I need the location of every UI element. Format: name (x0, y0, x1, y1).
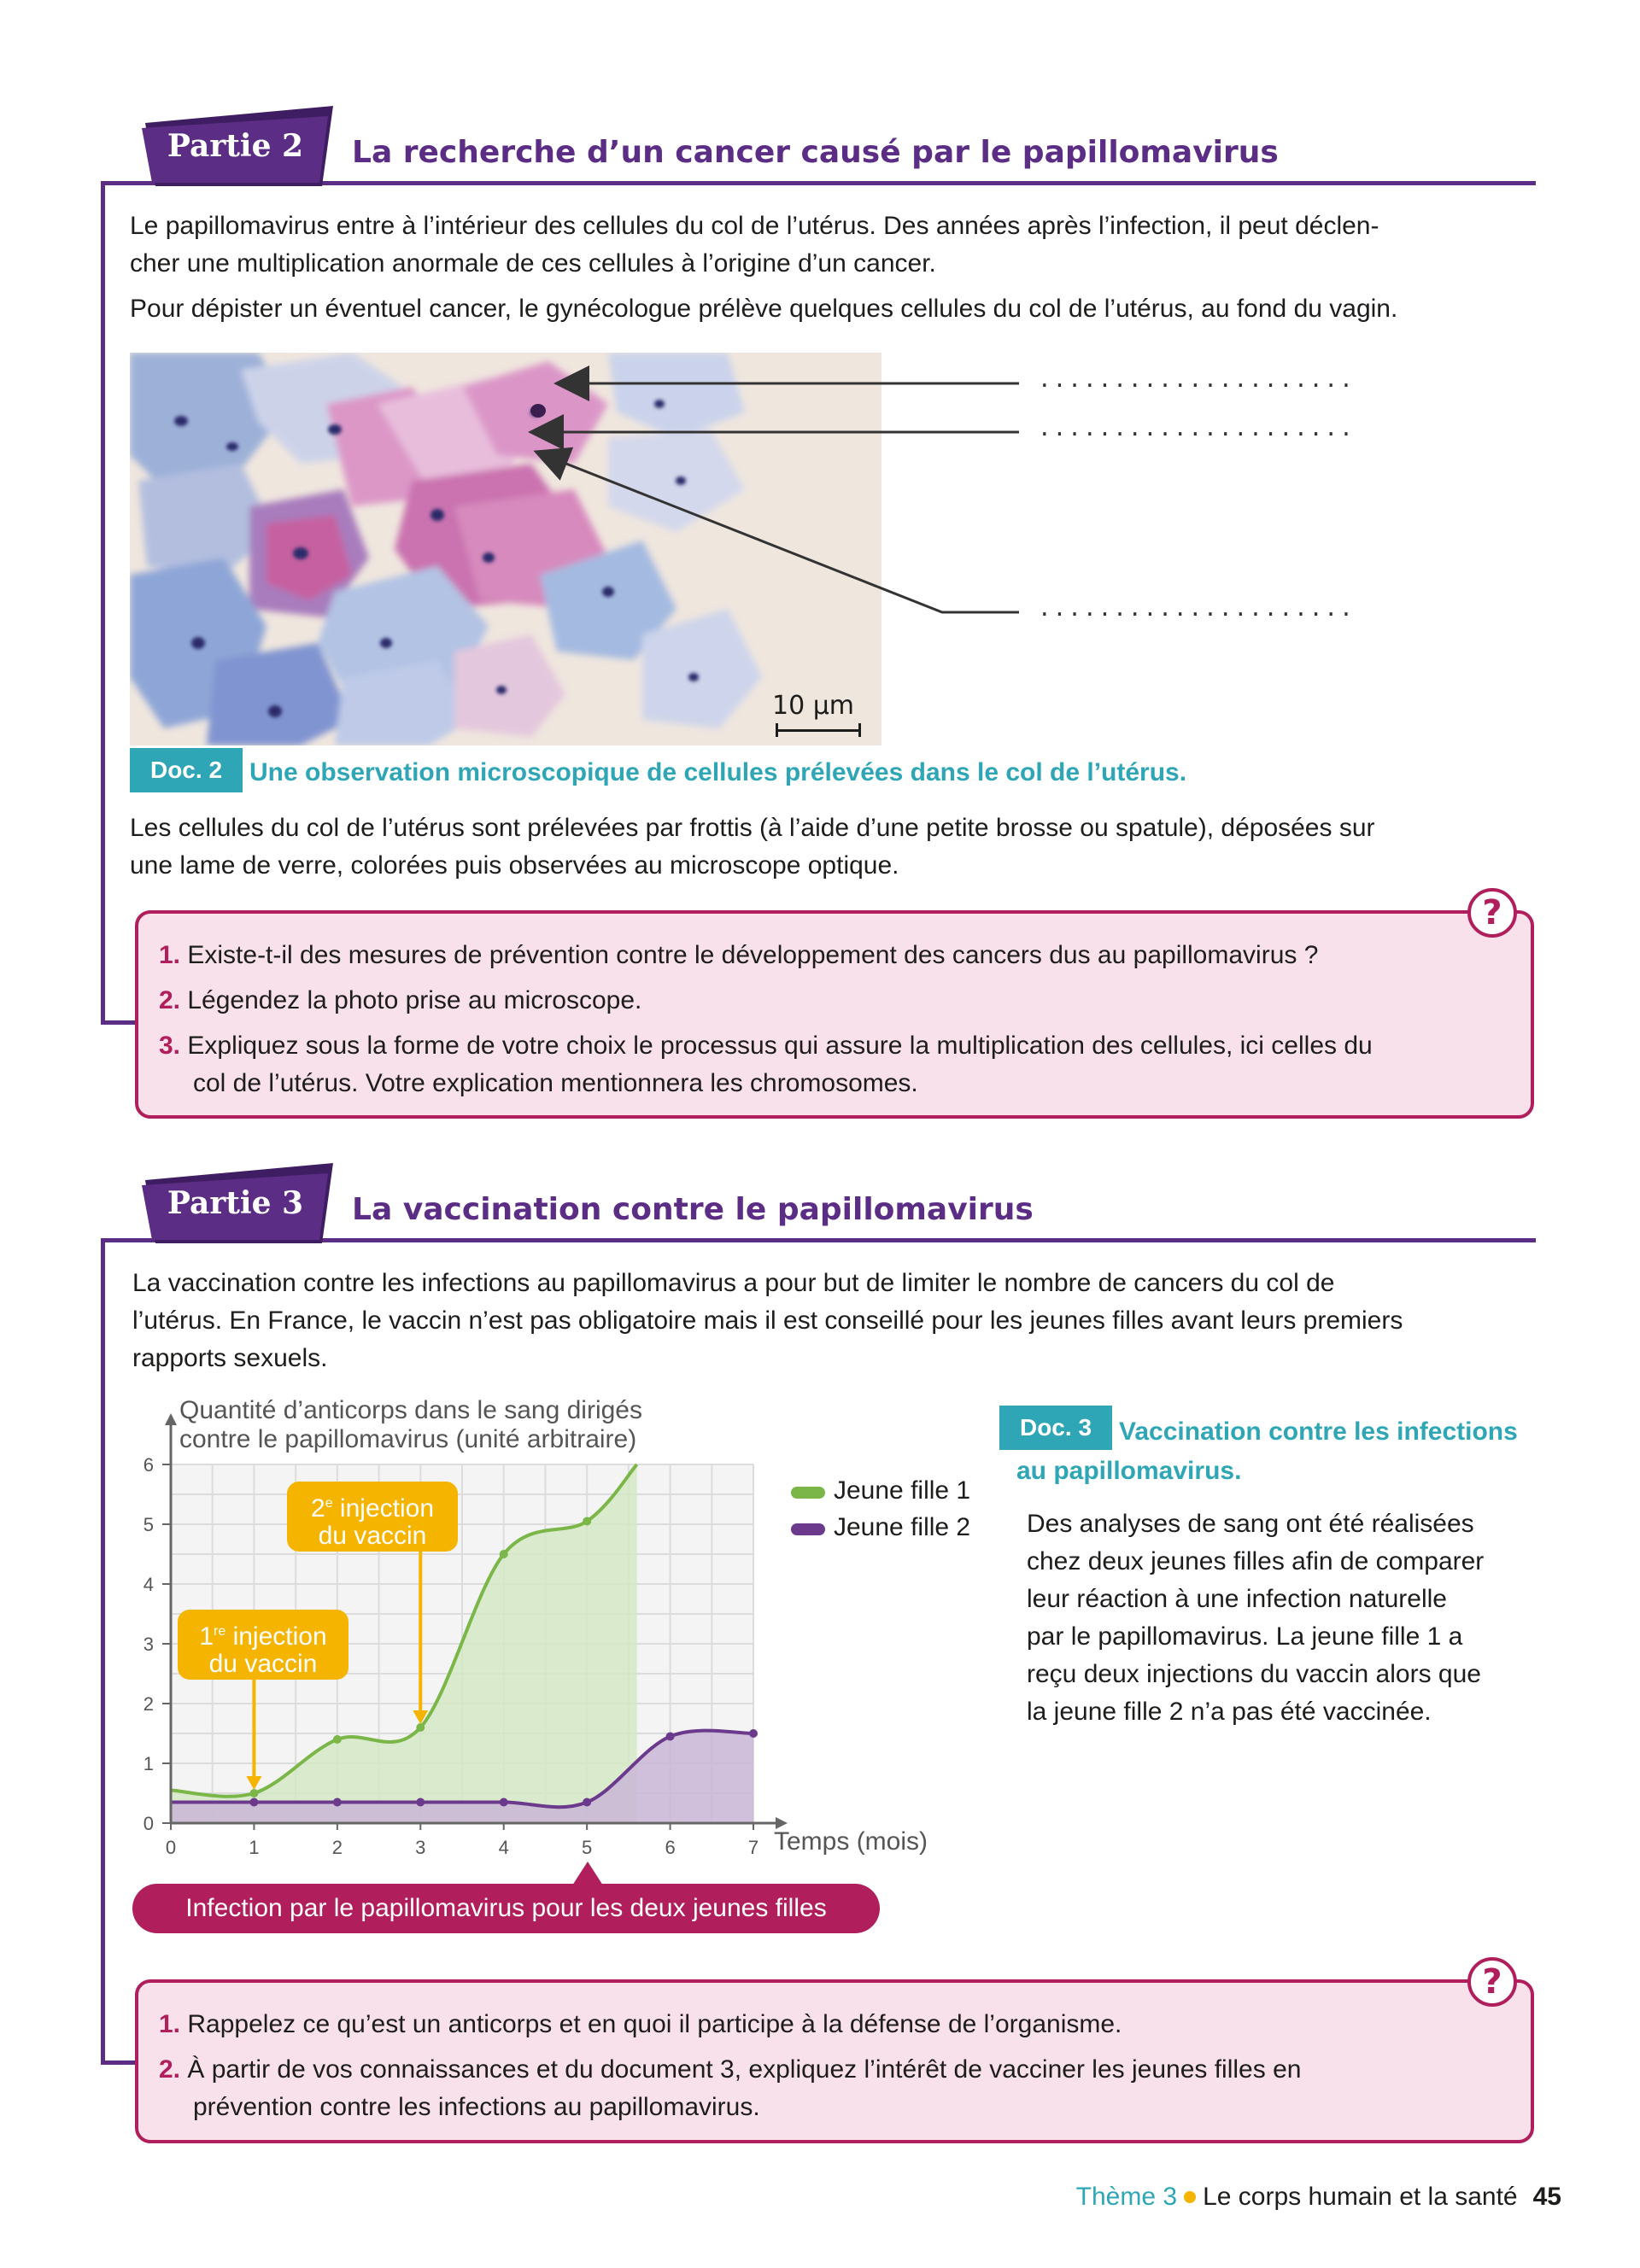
part3-q2-text-1: À partir de vos connaissances et du document 3, expliquez l’intérêt de vacciner les jeunes filles en (187, 2055, 1302, 2084)
doc2-badge: Doc. 2 (130, 748, 243, 792)
y-tick-label: 4 (143, 1574, 154, 1595)
y-tick-label: 2 (143, 1693, 154, 1715)
data-point-series-1 (249, 1789, 258, 1797)
part2-title: La recherche d’un cancer causé par le papillomavirus (352, 135, 1279, 170)
data-point-series-1 (500, 1550, 508, 1558)
legend-swatch-girl2 (791, 1523, 825, 1535)
part3-tab (138, 1161, 322, 1231)
injection1-num: 1 (199, 1622, 214, 1651)
doc2-caption: Une observation microscopique de cellules prélevées dans le col de l’utérus. (249, 758, 1187, 786)
x-tick-label: 5 (582, 1837, 593, 1858)
question-mark-icon: ? (1467, 888, 1517, 938)
part2-q2-num: 2. (159, 986, 181, 1014)
label-blank-3[interactable]: ..................... (1038, 596, 1355, 622)
label-blank-1[interactable]: ..................... (1038, 367, 1355, 393)
y-tick-label: 5 (143, 1514, 154, 1535)
legend-label-girl2: Jeune fille 2 (834, 1513, 971, 1541)
part3-frame-left (101, 1238, 105, 2065)
part2-q1 (159, 937, 1318, 974)
data-point-series-2 (583, 1798, 591, 1807)
doc3-text-line-5: reçu deux injections du vaccin alors que (1027, 1660, 1481, 1688)
injection2-line2: du vaccin (318, 1522, 427, 1550)
data-point-series-1 (416, 1723, 425, 1732)
part2-intro-line-2: cher une multiplication anormale de ces cellules à l’origine d’un cancer. (130, 249, 936, 278)
part3-q1-text: Rappelez ce qu’est un anticorps et en quoi il participe à la défense de l’organisme. (187, 2010, 1122, 2038)
part2-q3-text-1: Expliquez sous la forme de votre choix le processus qui assure la multiplication des cellules, ici celles du (187, 1032, 1373, 1060)
doc3-text-line-6: la jeune fille 2 n’a pas été vaccinée. (1027, 1698, 1432, 1726)
scale-bar-label: 10 µm (772, 691, 855, 721)
x-tick-label: 4 (498, 1837, 509, 1858)
part2-q1-num: 1. (159, 941, 181, 969)
doc3-text-line-4: par le papillomavirus. La jeune fille 1 a (1027, 1622, 1463, 1651)
y-tick-label: 3 (143, 1634, 154, 1655)
data-point-series-1 (583, 1517, 591, 1526)
part3-q1-num: 1. (159, 2010, 181, 2038)
x-tick-label: 3 (415, 1837, 426, 1858)
injection1-line2: du vaccin (208, 1650, 318, 1678)
footer-theme: Thème 3 (1075, 2183, 1178, 2211)
injection2-callout (287, 1482, 458, 1552)
injection1-line1: injection (226, 1622, 327, 1651)
injection1-sup: re (214, 1624, 226, 1639)
part2-q3-line2: col de l’utérus. Votre explication mentionnera les chromosomes. (193, 1069, 918, 1097)
part3-q2-line2: prévention contre les infections au papillomavirus. (193, 2093, 760, 2121)
doc3-text-line-3: leur réaction à une infection naturelle (1027, 1585, 1447, 1613)
part2-q3-num: 3. (159, 1032, 181, 1060)
injection2-sup: e (325, 1496, 333, 1511)
x-tick-label: 2 (331, 1837, 343, 1858)
footer-title: Le corps humain et la santé (1203, 2183, 1518, 2211)
label-arrows (0, 0, 1640, 854)
injection1-callout (178, 1610, 348, 1680)
data-point-series-2 (500, 1798, 508, 1807)
part3-title: La vaccination contre le papillomavirus (352, 1192, 1034, 1227)
part2-q1-text: Existe-t-il des mesures de prévention contre le développement des cancers dus au papillomavirus ? (187, 941, 1319, 969)
footer (1076, 2183, 1561, 2212)
data-point-series-2 (749, 1729, 758, 1738)
injection2-line1: injection (332, 1494, 434, 1523)
part3-intro-line-2: l’utérus. En France, le vaccin n’est pas obligatoire mais il est conseillé pour les jeunes filles avant leurs premiers (132, 1306, 1403, 1335)
part3-tab-label: Partie 3 (167, 1185, 304, 1221)
data-point-series-2 (333, 1798, 342, 1807)
y-tick-label: 0 (143, 1813, 154, 1834)
antibody-chart (120, 1396, 1008, 1951)
part3-q1 (159, 2006, 1122, 2043)
data-point-series-1 (333, 1735, 342, 1744)
part2-q2 (159, 982, 641, 1020)
data-point-series-2 (416, 1798, 425, 1807)
doc3-text-line-2: chez deux jeunes filles afin de comparer (1027, 1547, 1485, 1575)
x-tick-label: 0 (165, 1837, 177, 1858)
x-tick-label: 1 (249, 1837, 260, 1858)
part3-intro-line-1: La vaccination contre les infections au papillomavirus a pour but de limiter le nombre de cancers du col de (132, 1269, 1335, 1297)
part3-q2-num: 2. (159, 2055, 181, 2084)
chart-xlabel: Temps (mois) (774, 1827, 928, 1856)
part2-q2-text: Légendez la photo prise au microscope. (187, 986, 642, 1014)
part2-tab-label: Partie 2 (167, 128, 304, 164)
doc3-caption-line-2: au papillomavirus. (1016, 1457, 1242, 1485)
y-tick-label: 1 (143, 1753, 154, 1774)
chart-ylabel-line-1: Quantité d’anticorps dans le sang dirigés (179, 1396, 642, 1424)
chart-ylabel-line-2: contre le papillomavirus (unité arbitraire) (179, 1425, 637, 1453)
doc3-caption-line-1: Vaccination contre les infections (1119, 1418, 1518, 1446)
y-axis-arrow (165, 1413, 177, 1425)
x-tick-label: 6 (665, 1837, 676, 1858)
infection-label: Infection par le papillomavirus pour les deux jeunes filles (132, 1884, 880, 1933)
doc2-text-line-2: une lame de verre, colorées puis observées au microscope optique. (130, 851, 899, 880)
data-point-series-2 (666, 1733, 675, 1741)
footer-dot-icon (1184, 2191, 1196, 2203)
page-number: 45 (1532, 2183, 1561, 2211)
y-tick-label: 6 (143, 1454, 154, 1476)
doc3-badge: Doc. 3 (999, 1406, 1112, 1450)
infection-pointer (572, 1862, 603, 1885)
legend-label-girl1: Jeune fille 1 (834, 1476, 971, 1505)
label-blank-2[interactable]: ..................... (1038, 416, 1355, 441)
part2-intro-line-3: Pour dépister un éventuel cancer, le gynécologue prélève quelques cellules du col de l’utérus, au fond du vagin. (130, 295, 1398, 323)
data-point-series-2 (249, 1798, 258, 1807)
question-mark-icon-2: ? (1467, 1957, 1517, 2007)
part3-q2 (159, 2051, 1301, 2089)
injection2-num: 2 (311, 1494, 325, 1523)
doc2-text-line-1: Les cellules du col de l’utérus sont prélevées par frottis (à l’aide d’une petite brosse ou spatule), déposées sur (130, 814, 1375, 842)
part2-q3 (159, 1027, 1373, 1065)
part2-intro-line-1: Le papillomavirus entre à l’intérieur des cellules du col de l’utérus. Des années après l’infection, il peut déclen- (130, 212, 1379, 240)
legend-swatch-girl1 (791, 1487, 825, 1499)
doc3-text-line-1: Des analyses de sang ont été réalisées (1027, 1510, 1474, 1538)
x-tick-label: 7 (747, 1837, 759, 1858)
part3-intro-line-3: rapports sexuels. (132, 1344, 328, 1372)
